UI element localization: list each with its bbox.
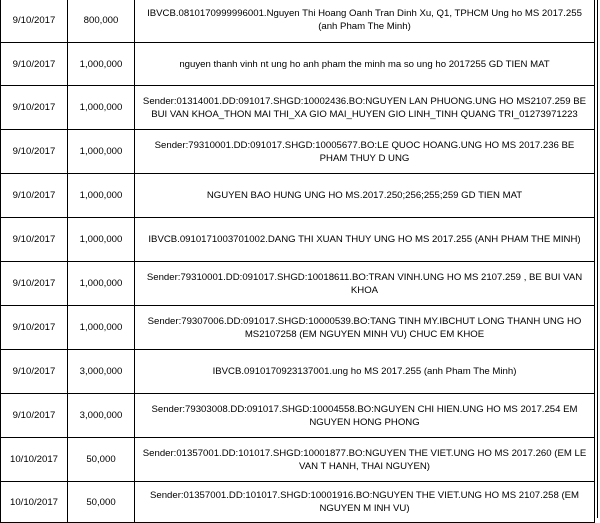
date-cell: 9/10/2017 [1,43,68,86]
description-cell: Sender:79310001.DD:091017.SHGD:10005677.BO:LE QUOC HOANG.UNG HO MS 2017.236 BE PHAM THUY D UNG [135,130,595,174]
ledger-body [1,0,595,523]
amount-cell: 1,000,000 [68,43,135,86]
description-cell: Sender:79310001.DD:091017.SHGD:10018611.BO:TRAN VINH.UNG HO MS 2107.259 , BE BUI VAN KHOA [135,262,595,306]
table-row [1,394,595,438]
date-cell: 9/10/2017 [1,174,68,218]
table-row [1,0,595,43]
sheet-right-border [597,0,598,518]
description-cell: IBVCB.0810170999996001.Nguyen Thi Hoang Oanh Tran Dinh Xu, Q1, TPHCM Ung ho MS 2017.255 (anh Pham The Minh) [135,0,595,43]
amount-cell: 50,000 [68,438,135,482]
date-cell: 10/10/2017 [1,482,68,523]
amount-cell: 800,000 [68,0,135,43]
date-cell: 9/10/2017 [1,218,68,262]
table-row [1,306,595,350]
date-cell: 9/10/2017 [1,394,68,438]
description-cell: nguyen thanh vinh nt ung ho anh pham the minh ma so ung ho 2017255 GD TIEN MAT [135,43,595,86]
table-row [1,174,595,218]
amount-cell: 1,000,000 [68,174,135,218]
table-row [1,86,595,130]
amount-cell: 3,000,000 [68,350,135,394]
amount-cell: 1,000,000 [68,306,135,350]
date-cell: 9/10/2017 [1,350,68,394]
table-row [1,350,595,394]
table-row [1,438,595,482]
amount-cell: 1,000,000 [68,262,135,306]
table-row [1,130,595,174]
description-cell: Sender:01357001.DD:101017.SHGD:10001916.BO:NGUYEN THE VIET.UNG HO MS 2107.258 (EM NGUYEN M INH VU) [135,482,595,523]
date-cell: 10/10/2017 [1,438,68,482]
description-cell: NGUYEN BAO HUNG UNG HO MS.2017.250;256;255;259 GD TIEN MAT [135,174,595,218]
table-row [1,262,595,306]
description-cell: Sender:79307006.DD:091017.SHGD:10000539.BO:TANG TINH MY.IBCHUT LONG THANH UNG HO MS2107258 (EM NGUYEN MINH VU) CHUC EM KHOE [135,306,595,350]
amount-cell: 1,000,000 [68,130,135,174]
date-cell: 9/10/2017 [1,306,68,350]
date-cell: 9/10/2017 [1,86,68,130]
description-cell: IBVCB.0910170923137001.ung ho MS 2017.255 (anh Pham The Minh) [135,350,595,394]
table-row [1,43,595,86]
description-cell: Sender:01314001.DD:091017.SHGD:10002436.BO:NGUYEN LAN PHUONG.UNG HO MS2107.259 BE BUI VAN KHOA_THON MAI THI_XA GIO MAI_HUYEN GIO LINH_TINH QUANG TRI_01273971223 [135,86,595,130]
amount-cell: 1,000,000 [68,218,135,262]
amount-cell: 1,000,000 [68,86,135,130]
amount-cell: 50,000 [68,482,135,523]
table-row [1,482,595,523]
description-cell: Sender:79303008.DD:091017.SHGD:10004558.BO:NGUYEN CHI HIEN.UNG HO MS 2017.254 EM NGUYEN HONG PHONG [135,394,595,438]
amount-cell: 3,000,000 [68,394,135,438]
description-cell: IBVCB.0910171003701002.DANG THI XUAN THUY UNG HO MS 2017.255 (ANH PHAM THE MINH) [135,218,595,262]
description-cell: Sender:01357001.DD:101017.SHGD:10001877.BO:NGUYEN THE VIET.UNG HO MS 2017.260 (EM LE VAN T HANH, THAI NGUYEN) [135,438,595,482]
date-cell: 9/10/2017 [1,0,68,43]
date-cell: 9/10/2017 [1,262,68,306]
date-cell: 9/10/2017 [1,130,68,174]
table-row [1,218,595,262]
